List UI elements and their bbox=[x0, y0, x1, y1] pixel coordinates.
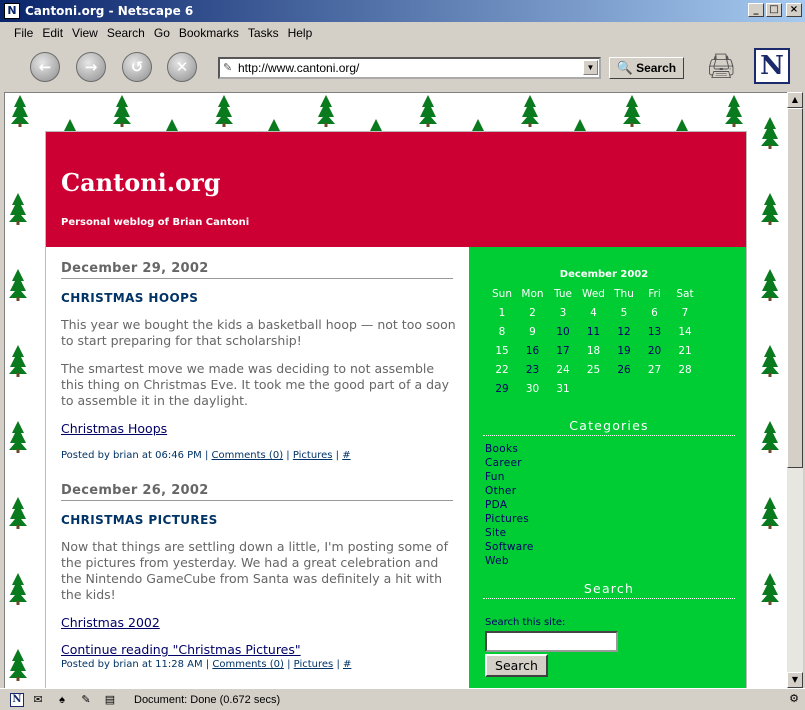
calendar-weekday: Sun bbox=[492, 288, 512, 300]
site-banner bbox=[46, 132, 746, 247]
maximize-button[interactable]: □ bbox=[766, 3, 782, 17]
post-paragraph: The smartest move we made was deciding to not assemble this thing on Christmas Eve. It took me the good part of a day to assemble it in the daylight. bbox=[61, 361, 450, 408]
menu-bar bbox=[0, 22, 805, 44]
page-viewport bbox=[4, 92, 787, 688]
title-bar bbox=[0, 0, 805, 22]
category-link[interactable]: Software bbox=[485, 541, 534, 553]
forward-icon[interactable]: → bbox=[76, 52, 106, 82]
netscape-app-icon: N bbox=[4, 3, 20, 19]
tree-icon bbox=[113, 95, 131, 127]
calendar-day: 7 bbox=[681, 307, 689, 319]
post-date: December 29, 2002 bbox=[61, 261, 453, 279]
composer-icon[interactable]: ✎ bbox=[81, 693, 91, 706]
calendar-day: 1 bbox=[498, 307, 506, 319]
post-byline: Posted by brian at 11:28 AM | bbox=[61, 659, 210, 670]
tree-icon bbox=[9, 497, 27, 529]
calendar-day: 24 bbox=[556, 364, 570, 376]
calendar-day-link[interactable]: 11 bbox=[586, 326, 601, 338]
menu-bookmarks[interactable]: Bookmarks bbox=[178, 26, 239, 40]
calendar-day: 4 bbox=[590, 307, 597, 319]
toolbar-search-button[interactable] bbox=[609, 57, 684, 79]
calendar-day: 5 bbox=[620, 307, 628, 319]
back-icon[interactable]: ← bbox=[30, 52, 60, 82]
calendar-day: 18 bbox=[586, 345, 601, 357]
comments-link[interactable]: Comments (0) bbox=[212, 659, 284, 670]
tree-icon bbox=[317, 95, 335, 127]
calendar-day: 22 bbox=[495, 364, 509, 376]
post-link[interactable]: Christmas 2002 bbox=[61, 615, 160, 630]
stop-icon[interactable]: ✕ bbox=[167, 52, 197, 82]
continue-reading-link[interactable]: Continue reading "Christmas Pictures" bbox=[61, 642, 301, 657]
category-link[interactable]: Fun bbox=[485, 471, 505, 483]
tree-icon bbox=[11, 95, 29, 127]
category-link[interactable]: PDA bbox=[485, 499, 508, 511]
tree-icon bbox=[215, 95, 233, 127]
post-link[interactable]: Christmas Hoops bbox=[61, 421, 168, 436]
sidebar bbox=[469, 247, 746, 688]
calendar-day: 6 bbox=[651, 307, 658, 319]
window-title: Cantoni.org - Netscape 6 bbox=[25, 4, 194, 18]
calendar-day-link[interactable]: 20 bbox=[647, 345, 662, 357]
comments-link[interactable]: Comments (0) bbox=[211, 450, 284, 461]
menu-tasks[interactable]: Tasks bbox=[247, 26, 279, 40]
page-icon: ✎ bbox=[223, 62, 233, 74]
categories-heading: Categories bbox=[483, 418, 735, 436]
navigation-toolbar bbox=[0, 44, 805, 92]
page-frame bbox=[45, 131, 747, 688]
calendar-weekday: Wed bbox=[582, 288, 605, 300]
tree-icon bbox=[9, 649, 27, 681]
category-link[interactable]: Pictures bbox=[485, 513, 529, 525]
calendar-weekday: Tue bbox=[554, 288, 572, 300]
category-link[interactable]: Web bbox=[485, 555, 509, 567]
main-content bbox=[46, 247, 469, 688]
tree-icon bbox=[725, 95, 743, 127]
calendar-day: 30 bbox=[525, 383, 540, 395]
tree-icon bbox=[419, 95, 437, 127]
tree-icon bbox=[761, 345, 779, 377]
tree-icon bbox=[9, 345, 27, 377]
calendar-weekday: Sat bbox=[676, 288, 694, 300]
category-link[interactable]: Pictures bbox=[292, 450, 333, 461]
netscape-icon[interactable]: N bbox=[10, 693, 24, 707]
category-link[interactable]: Other bbox=[485, 485, 517, 497]
address-book-icon[interactable]: ▤ bbox=[104, 693, 116, 706]
instant-messenger-icon[interactable]: ♠ bbox=[59, 693, 65, 706]
tree-icon bbox=[9, 421, 27, 453]
tree-icon bbox=[761, 421, 779, 453]
calendar-weekday: Fri bbox=[648, 288, 661, 300]
category-list bbox=[485, 442, 534, 568]
calendar-day-link[interactable]: 12 bbox=[617, 326, 631, 338]
reload-icon[interactable]: ↺ bbox=[122, 52, 152, 82]
category-link[interactable]: Site bbox=[485, 527, 507, 539]
tree-icon bbox=[623, 95, 641, 127]
post-paragraph: Now that things are settling down a little, I'm posting some of the pictures from yesterday. We had a great celebration and the Nintendo GameCube from Santa was definitely a hit with the kids! bbox=[61, 539, 448, 602]
calendar-day-link[interactable]: 19 bbox=[617, 345, 631, 357]
tree-icon bbox=[9, 269, 27, 301]
menu-edit[interactable]: Edit bbox=[42, 26, 64, 40]
tree-icon bbox=[761, 269, 779, 301]
calendar-day: 14 bbox=[678, 326, 692, 338]
calendar-day-link[interactable]: 23 bbox=[525, 364, 540, 376]
calendar-day-link[interactable]: 17 bbox=[556, 345, 570, 357]
permalink[interactable]: # bbox=[343, 659, 352, 670]
security-lock-icon[interactable]: ⚙ bbox=[789, 693, 799, 705]
menu-file[interactable]: File bbox=[14, 26, 34, 40]
calendar-day: 27 bbox=[647, 364, 662, 376]
post-footer: Posted by brian at 11:28 AM | Comments (0) | Pictures | # bbox=[61, 659, 352, 670]
calendar-day-link[interactable]: 26 bbox=[617, 364, 631, 376]
url-dropdown-icon[interactable]: ▼ bbox=[583, 60, 598, 75]
calendar-weekday: Thu bbox=[614, 288, 634, 300]
calendar-day: 3 bbox=[559, 307, 567, 319]
status-text: Document: Done (0.672 secs) bbox=[134, 693, 281, 706]
menu-help[interactable]: Help bbox=[287, 26, 313, 40]
post bbox=[61, 483, 469, 670]
tree-icon bbox=[9, 193, 27, 225]
print-icon[interactable]: 🖨 bbox=[706, 52, 737, 80]
category-link[interactable]: Pictures bbox=[293, 659, 334, 670]
status-bar bbox=[0, 688, 805, 710]
post bbox=[61, 261, 469, 461]
menu-search[interactable]: Search bbox=[106, 26, 145, 40]
url-text: http://www.cantoni.org/ bbox=[238, 61, 360, 75]
site-description: Personal weblog of Brian Cantoni bbox=[61, 217, 250, 228]
tree-icon bbox=[521, 95, 539, 127]
category-link[interactable]: Career bbox=[485, 457, 522, 469]
search-heading: Search bbox=[483, 581, 735, 599]
calendar-day-link[interactable]: 13 bbox=[647, 326, 662, 338]
mail-icon[interactable]: ✉ bbox=[33, 693, 43, 706]
post-footer: Posted by brian at 06:46 PM | Comments (0) | Pictures | # bbox=[61, 450, 351, 461]
site-search-button[interactable]: Search bbox=[485, 654, 548, 677]
window-controls bbox=[748, 3, 802, 17]
calendar-day-link[interactable]: 10 bbox=[556, 326, 570, 338]
calendar-day: 15 bbox=[495, 345, 509, 357]
post-date: December 26, 2002 bbox=[61, 483, 453, 501]
search-label: Search this site: bbox=[485, 617, 566, 628]
tree-icon bbox=[761, 193, 779, 225]
menu-view[interactable]: View bbox=[72, 26, 98, 40]
close-button[interactable]: × bbox=[786, 3, 802, 17]
site-title[interactable]: Cantoni.org bbox=[61, 168, 221, 197]
calendar-day: 31 bbox=[556, 383, 570, 395]
scroll-down-icon[interactable]: ▼ bbox=[787, 672, 803, 688]
calendar-day: 8 bbox=[498, 326, 506, 338]
calendar-day: 9 bbox=[529, 326, 536, 338]
calendar-day-link[interactable]: 29 bbox=[495, 383, 509, 395]
tree-icon bbox=[761, 573, 779, 605]
vertical-scrollbar[interactable] bbox=[787, 92, 803, 688]
minimize-button[interactable]: _ bbox=[748, 3, 764, 17]
post-title: CHRISTMAS HOOPS bbox=[61, 291, 199, 305]
category-link[interactable]: Books bbox=[485, 443, 519, 455]
menu-go[interactable]: Go bbox=[153, 26, 170, 40]
post-title: CHRISTMAS PICTURES bbox=[61, 513, 218, 527]
post-byline: Posted by brian at 06:46 PM | bbox=[61, 450, 209, 461]
calendar-day: 28 bbox=[678, 364, 692, 376]
tree-icon bbox=[9, 573, 27, 605]
magnifier-icon: 🔍 bbox=[616, 60, 634, 75]
scroll-up-icon[interactable]: ▲ bbox=[787, 92, 803, 108]
toolbar-search-label: Search bbox=[636, 61, 677, 75]
permalink[interactable]: # bbox=[342, 450, 351, 461]
calendar-day-link[interactable]: 16 bbox=[525, 345, 540, 357]
calendar-day: 21 bbox=[678, 345, 692, 357]
site-search-input[interactable] bbox=[485, 631, 618, 652]
post-paragraph: This year we bought the kids a basketball hoop — not too soon to start preparing for that scholarship! bbox=[61, 317, 456, 348]
tree-icon bbox=[761, 497, 779, 529]
netscape-logo[interactable]: N bbox=[754, 48, 790, 84]
calendar-day: 25 bbox=[586, 364, 601, 376]
tree-icon bbox=[761, 117, 779, 149]
url-field[interactable] bbox=[218, 57, 601, 79]
calendar-weekday: Mon bbox=[521, 288, 544, 300]
calendar-day: 2 bbox=[529, 307, 536, 319]
calendar-caption: December 2002 bbox=[559, 269, 649, 280]
scroll-thumb[interactable] bbox=[787, 108, 803, 468]
